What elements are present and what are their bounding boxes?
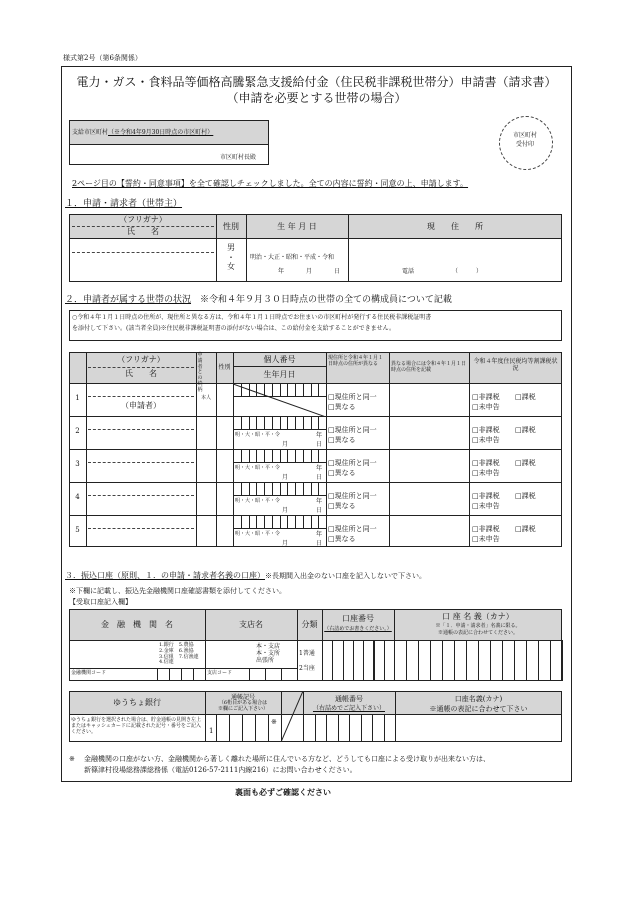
footer-note-mark: ※: [69, 755, 75, 763]
household-furigana-input[interactable]: [88, 418, 194, 428]
stamp-label-1: 市区町村: [512, 132, 537, 139]
section1-heading: １．申請・請求者（世帯主）: [65, 199, 183, 209]
s3-account-types[interactable]: 1普通 2当座: [299, 650, 315, 673]
household-relation[interactable]: 本人: [200, 395, 211, 401]
s1-address-input[interactable]: [350, 240, 560, 264]
household-gender-input[interactable]: [217, 418, 232, 449]
household-era-options[interactable]: 明・大・昭・平・令: [235, 432, 281, 438]
household-opt-nontax[interactable]: □非課税: [472, 525, 500, 533]
household-gender-input[interactable]: [217, 517, 232, 548]
household-opt-diff[interactable]: □異なる: [328, 535, 356, 543]
household-opt-same[interactable]: □現住所と同一: [328, 525, 377, 533]
s2-col-personal-number: 個人番号: [263, 355, 296, 364]
s3-branch-types[interactable]: 本・支店 本・支所 出張所: [256, 643, 281, 665]
s2-col-relation: 申請者との続柄: [197, 352, 203, 393]
s3-bank-types[interactable]: 1.銀行 5.農協 2.金庫 6.漁協 3.信組 7.信漁連 4.信連: [159, 642, 199, 666]
footer-note-line1: 金融機関の口座がない方、金融機関から著しく離れた場所に住んでいる方など、どうしても口座による受け取りが出来ない方は、: [84, 755, 490, 763]
household-gender-input[interactable]: [217, 451, 232, 482]
municipality-label: 支給市区町村（※令和4年9月30日時点の市区町村）: [72, 129, 214, 136]
s2-note-line2: を添付して下さい。(該当者全員)※住民税非課税証明書の添付がない場合は、この給付金を支給することができません。: [72, 325, 396, 332]
s2-note-line1: ○令和４年１月１日時点の住所が、現住所と異なる方は、令和４年１月１日時点でお住まいの市区町村が発行する住民税非課税証明書: [72, 314, 432, 321]
s2-col-gender: 性別: [218, 364, 231, 371]
household-prev-address-input[interactable]: [391, 517, 467, 548]
household-personal-number-input[interactable]: [234, 517, 325, 527]
household-row-number: 2: [75, 427, 80, 435]
form-subtitle: （申請を必要とする世帯の場合）: [226, 91, 407, 105]
declaration-text: 2ページ目の【誓約・同意事項】を全て確認しチェックしました。全ての内容に誓約・同意の上、申請します。: [72, 179, 469, 188]
household-opt-nontax[interactable]: □非課税: [472, 426, 500, 434]
s2-col-birthdate: 生年月日: [263, 370, 296, 379]
household-era-options[interactable]: 明・大・昭・平・令: [235, 498, 281, 504]
s2-col-tax-status: 令和４年度住民税均等割課税状況: [473, 358, 558, 373]
household-furigana-input[interactable]: [88, 484, 194, 494]
household-opt-nontax[interactable]: □非課税: [472, 393, 500, 401]
s2-col-address-compare: 現住所と令和４年１月１日時点の住所が異なる: [328, 355, 384, 367]
household-opt-diff[interactable]: □異なる: [328, 403, 356, 411]
s2-col-prev-address: 異なる場合には令和４年１月１日時点の住所を記載: [391, 361, 467, 373]
household-personal-number-input[interactable]: [234, 418, 325, 428]
household-row-number: 1: [75, 394, 80, 402]
s3-type-header: 分類: [301, 620, 318, 629]
s3-passbook-number-header: 通帳番号: [335, 695, 363, 703]
household-opt-nontax[interactable]: □非課税: [472, 492, 500, 500]
s1-phone-label: 電話: [402, 268, 415, 275]
household-opt-unfiled[interactable]: □未申告: [472, 436, 500, 444]
s3-note: ※下欄に記載し、振込先金融機関口座確認書類を添付してください。: [69, 587, 286, 595]
s1-name-input[interactable]: [72, 254, 214, 280]
household-prev-address-input[interactable]: [391, 451, 467, 482]
form-title: 電力・ガス・食料品等価格高騰緊急支援給付金（住民税非課税世帯分）申請書（請求書）: [76, 75, 557, 89]
household-opt-same[interactable]: □現住所と同一: [328, 492, 377, 500]
stamp-label-2: 受付印: [515, 141, 534, 148]
household-opt-unfiled[interactable]: □未申告: [472, 469, 500, 477]
household-row-number: 5: [75, 526, 80, 534]
household-opt-same[interactable]: □現住所と同一: [328, 459, 377, 467]
household-era-options[interactable]: 明・大・昭・平・令: [235, 531, 281, 537]
household-opt-diff[interactable]: □異なる: [328, 436, 356, 444]
household-opt-same[interactable]: □現住所と同一: [328, 426, 377, 434]
household-prev-address-input[interactable]: [391, 385, 467, 416]
s1-address-header: 現 住 所: [427, 222, 483, 231]
s3-branch-code-label: 支店コード: [207, 670, 233, 676]
municipality-head: 市区町村長殿: [220, 154, 257, 161]
digit-cell[interactable]: [281, 668, 298, 681]
digit-cell[interactable]: [193, 668, 206, 681]
household-opt-unfiled[interactable]: □未申告: [472, 502, 500, 510]
household-prev-address-input[interactable]: [391, 484, 467, 515]
household-gender-input[interactable]: [217, 385, 232, 416]
household-opt-tax[interactable]: □課税: [515, 459, 536, 467]
s1-name-header: 氏 名: [127, 227, 159, 236]
s3-digit-one: 1: [209, 727, 214, 735]
form-number: 様式第2号（第6条関係）: [63, 54, 142, 62]
yucho-diagonal: [281, 691, 303, 742]
s1-gender-header: 性別: [223, 222, 239, 231]
digit-cell[interactable]: [249, 668, 266, 681]
s3-yucho-note: ゆうちょ銀行を選択された場合は、貯金通帳の見開き左上またはキャッシュカードに記載された記号・番号をご記入ください。: [71, 717, 202, 735]
s1-birthdate-header: 生 年 月 日: [277, 222, 317, 231]
digit-cell[interactable]: [255, 714, 269, 742]
s3-bank-code-label: 金融機関コード: [71, 670, 107, 676]
household-prev-address-input[interactable]: [391, 418, 467, 449]
household-opt-unfiled[interactable]: □未申告: [472, 535, 500, 543]
s1-phone-input[interactable]: （ ）: [452, 268, 483, 275]
digit-cell[interactable]: [242, 714, 256, 742]
household-opt-tax[interactable]: □課税: [515, 492, 536, 500]
s2-col-furigana: （フリガナ）: [117, 355, 165, 364]
s1-gender-options[interactable]: 男 ・ 女: [227, 243, 235, 272]
household-furigana-input[interactable]: [88, 451, 194, 461]
s3-bank-name-header: 金 融 機 関 名: [101, 620, 173, 629]
s1-era-options[interactable]: 明治・大正・昭和・平成・令和: [250, 254, 335, 261]
s3-yucho-holder-input[interactable]: [397, 716, 560, 740]
digit-cell[interactable]: [550, 640, 563, 681]
household-opt-same[interactable]: □現住所と同一: [328, 393, 377, 401]
s3-passbook-symbol-header: 通帳記号: [230, 694, 255, 701]
digit-cell[interactable]: [216, 714, 230, 742]
digit-cell[interactable]: [265, 668, 282, 681]
household-opt-nontax[interactable]: □非課税: [472, 459, 500, 467]
s3-holder-header: 口 座 名 義（カナ）: [442, 612, 514, 621]
s3-bank-name-input[interactable]: [71, 642, 156, 666]
household-row-number: 4: [75, 493, 80, 501]
section3-heading: ３．振込口座（原則、１．の申請・請求者名義の口座）※長期間入出金のない口座を記入しないで下さい。: [65, 571, 426, 580]
digit-cell[interactable]: [384, 714, 397, 742]
household-era-options[interactable]: 明・大・昭・平・令: [235, 465, 281, 471]
s2-col-name: 氏 名: [125, 369, 157, 378]
household-gender-input[interactable]: [217, 484, 232, 515]
household-personal-number-input[interactable]: [234, 484, 325, 494]
s1-furigana-input[interactable]: [72, 240, 214, 251]
household-opt-tax[interactable]: □課税: [515, 525, 536, 533]
household-row-number: 3: [75, 460, 80, 468]
household-opt-diff[interactable]: □異なる: [328, 502, 356, 510]
footer-note-line2: 新篠津村役場総務課総務係（電話0126-57-2111内線216）にお問い合わせください。: [84, 766, 357, 774]
s3-account-number-header: 口座番号: [342, 614, 374, 623]
s3-branch-header: 支店名: [239, 620, 263, 629]
household-opt-tax[interactable]: □課税: [515, 393, 536, 401]
household-personal-number-input[interactable]: [234, 451, 325, 461]
s3-star-mark: ※: [271, 718, 277, 726]
household-opt-diff[interactable]: □異なる: [328, 469, 356, 477]
household-name[interactable]: （申請者）: [121, 401, 161, 410]
household-furigana-input[interactable]: [88, 517, 194, 527]
section2-heading: ２．申請者が属する世帯の状況 ※令和４年９月３０日時点の世帯の全ての構成員について記載: [65, 295, 452, 305]
s3-subheading: 【受取口座記入欄】: [69, 598, 132, 606]
s3-yucho-header: ゆうちょ銀行: [113, 698, 161, 707]
household-opt-tax[interactable]: □課税: [515, 426, 536, 434]
household-furigana-input[interactable]: [88, 385, 194, 395]
digit-cell[interactable]: [229, 714, 243, 742]
back-page-note: 裏面も必ずご確認ください: [235, 787, 331, 797]
household-opt-unfiled[interactable]: □未申告: [472, 403, 500, 411]
applicant-birth-diagonal: [233, 384, 326, 417]
s3-yucho-holder-header: 口座名義(カナ): [454, 695, 503, 703]
s1-furigana-header: （フリガナ）: [119, 215, 167, 224]
